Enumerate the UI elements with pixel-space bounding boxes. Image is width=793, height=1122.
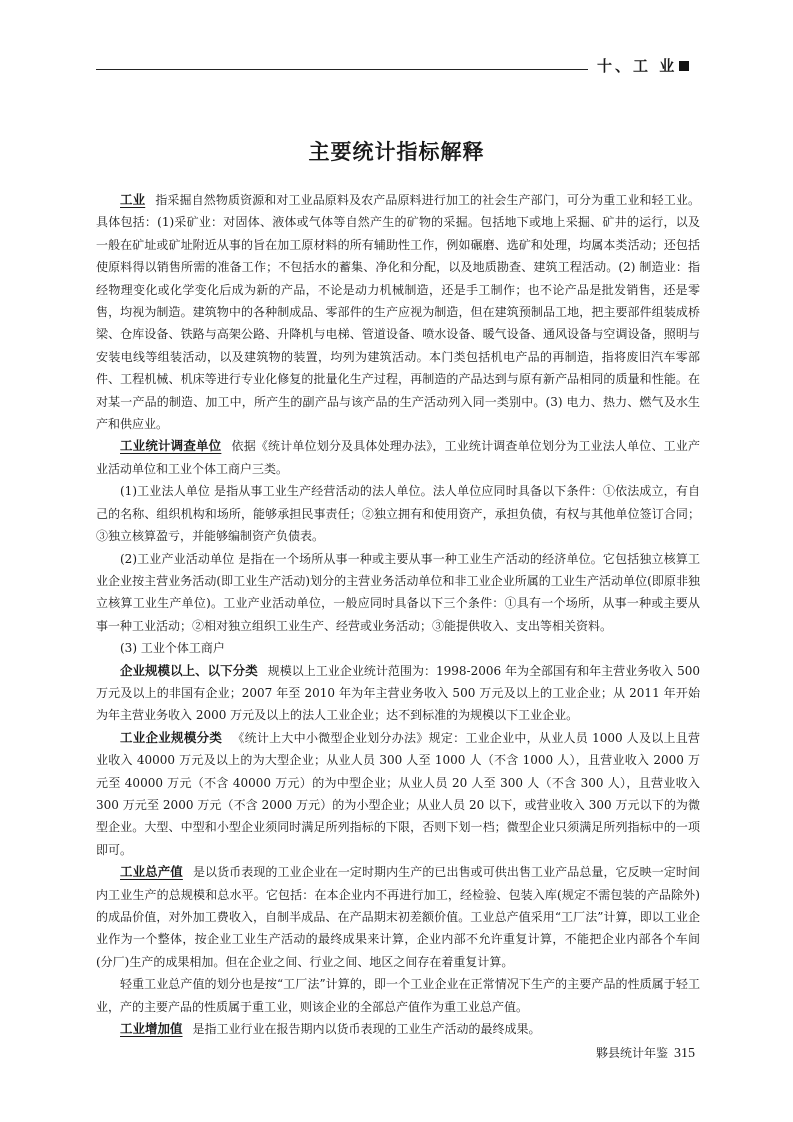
header-rule	[96, 69, 588, 70]
text-survey-unit: 依据《统计单位划分及具体处理办法》，工业统计调查单位划分为工业法人单位、工业产业活动单位和工业个体工商户三类。	[96, 439, 700, 476]
section-title: 十、工 业	[597, 57, 678, 75]
paragraph-scale-classification	[96, 660, 700, 727]
term-industry: 工业	[120, 192, 146, 207]
paragraph-light-heavy: 轻重工业总产值的划分也是按“工厂法”计算的，即一个工业企业在正常情况下生产的主要产品的性质属于轻工业，产的主要产品的性质属于重工业，则该企业的全部总产值作为重工业总产值。	[96, 977, 700, 1014]
paragraph-legal-unit: (1)工业法人单位 是指从事工业生产经营活动的法人单位。法人单位应同时具备以下条件：①依法成立，有自己的名称、组织机构和场所，能够承担民事责任；②独立拥有和使用资产，承担负债，有权与其他单位签订合同；③独立核算盈亏，并能够编制资产负债表。	[96, 484, 700, 544]
term-value-added: 工业增加值	[120, 1021, 183, 1037]
section-header	[597, 55, 717, 77]
paragraph-gross-output	[96, 861, 700, 973]
paragraph-industry	[96, 189, 700, 435]
text-industry: 指采掘自然物质资源和对工业品原料及农产品原料进行加工的社会生产部门，可分为重工业和轻工业。具体包括：(1)采矿业：对固体、液体或气体等自然产生的矿物的采掘。包括地下或地上采掘、矿井的运行，以及一般在矿址或矿址附近从事的旨在加工原材料的所有辅助性工作，例如碾磨、选矿和处理，均属本类活动；还包括使原料得以销售所需的准备工作；不包括水的蓄集、净化和分配，以及地质勘查、建筑工程活动。(2) 制造业：指经物理变化或化学变化后成为新的产品，不论是动力机械制造，还是手工制作；也不论产品是批发销售，还是零售，均视为制造。建筑物中的各种制成品、零部件的生产应视为制造，但在建筑预制品工地，把主要部件组装成桥梁、仓库设备、铁路与高架公路、升降机与电梯、管道设备、喷水设备、暖气设备、通风设备与空调设备，照明与安装电线等组装活动，以及建筑物的装置，均列为建筑活动。本门类包括机电产品的再制造，指将废旧汽车零部件、工程机械、机床等进行专业化修复的批量化生产过程，再制造的产品达到与原有新产品相同的质量和性能。在对某一产品的制造、加工中，所产生的副产品与该产品的生产活动列入同一类别中。(3) 电力、热力、燃气及水生产和供应业。	[96, 193, 700, 432]
term-survey-unit: 工业统计调查单位	[120, 438, 222, 454]
yearbook-name: 夥县统计年鉴	[596, 1046, 669, 1060]
term-enterprise-size: 工业企业规模分类	[120, 729, 223, 745]
paragraph-survey-unit	[96, 435, 700, 480]
text-value-added: 是指工业行业在报告期内以货币表现的工业生产活动的最终成果。	[192, 1022, 541, 1037]
term-scale-classification: 企业规模以上、以下分类	[120, 662, 258, 678]
term-gross-output: 工业总产值	[120, 864, 183, 880]
page-title: 主要统计指标解释	[308, 140, 485, 164]
page-number: 315	[674, 1046, 696, 1061]
paragraph-activity-unit: (2)工业产业活动单位 是指在一个场所从事一种或主要从事一种工业生产活动的经济单位。它包括独立核算工业企业按主营业务活动(即工业生产活动)划分的主营业务活动单位和非工业企业所属的工业生产活动单位(即原非独立核算工业生产单位)。工业产业活动单位，一般应同时具备以下三个条件：①具有一个场所，从事一种或主要从事一种工业活动；②相对独立组织工业生产、经营或业务活动；③能提供收入、支出等相关资料。	[96, 551, 700, 633]
paragraph-individual-business: (3) 工业个体工商户	[120, 641, 225, 656]
body-text	[96, 189, 700, 1040]
text-enterprise-size: 《统计上大中小微型企业划分办法》规定：工业企业中，从业人员 1000 人及以上且营业收入 40000 万元及以上的为大型企业；从业人员 300 人至 1000 人（不含 1000 人），且营业收入 2000 万元至 40000 万元（不含 40000 万元）的为中型企业；从业人员 20 人至 300 人（不含 300 人），且营业收入 300 万元至 2000 万元（不含 2000 万元）的为小型企业；从业人员 20 以下，或营业收入 300 万元以下的为微型企业。大型、中型和小型企业须同时满足所列指标的下限，否则下划一档；微型企业只须满足所列指标中的一项即可。	[96, 730, 700, 857]
text-scale-classification: 规模以上工业企业统计范围为：1998-2006 年为全部国有和年主营业务收入 500 万元及以上的非国有企业；2007 年至 2010 年为年主营业务收入 500 万元及以上的工业企业；从 2011 年开始为年主营业务收入 2000 万元及以上的法人工业企业；达不到标准的为规模以下工业企业。	[96, 663, 700, 723]
black-square-icon	[679, 61, 689, 71]
text-gross-output: 是以货币表现的工业企业在一定时期内生产的已出售或可供出售工业产品总量，它反映一定时间内工业生产的总规模和总水平。它包括：在本企业内不再进行加工，经检验、包装入库(规定不需包装的产品除外)的成品价值，对外加工费收入，自制半成品、在产品期末初差额价值。工业总产值采用“工厂法”计算，即以工业企业作为一个整体，按企业工业生产活动的最终成果来计算，企业内部不允许重复计算，不能把企业内部各个车间(分厂)生产的成果相加。但在企业之间、行业之间、地区之间存在着重复计算。	[96, 865, 700, 969]
page-footer	[596, 1044, 706, 1062]
paragraph-value-added	[96, 1018, 700, 1040]
paragraph-enterprise-size	[96, 727, 700, 861]
